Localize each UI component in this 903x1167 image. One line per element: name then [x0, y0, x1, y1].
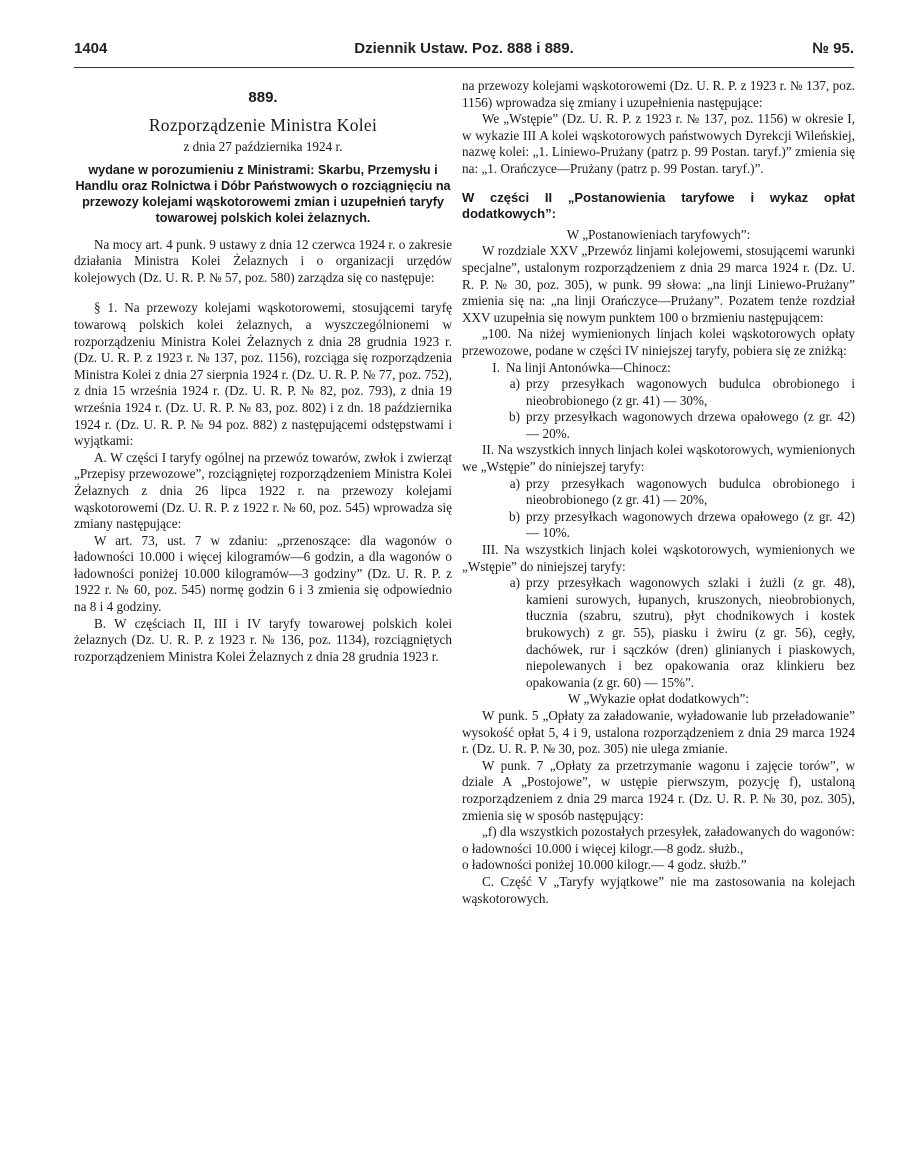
right-column: [462, 78, 855, 907]
list-item: [462, 509, 855, 542]
list-label: b): [509, 508, 520, 524]
position-f-line-2: o ładowności poniżej 10.000 kilogr.— 4 godz. służb.”: [462, 857, 747, 873]
list-label: a): [509, 475, 520, 491]
point-iii-paragraph: III. Na wszystkich linjach kolei wąskotorowych, wymienionych we „Wstępie” do niniejszej taryfy:: [462, 542, 855, 574]
list-text: Na linji Antonówka—Chinocz:: [506, 359, 671, 375]
act-number: 889.: [248, 89, 278, 106]
list-item: [462, 476, 855, 509]
part-2-heading: W części II „Postanowienia taryfowe i wykaz opłat dodatkowych”:: [462, 189, 855, 222]
list-text: przy przesyłkach wagonowych budulca obrobionego i nieobrobionego (z gr. 41) — 30%,: [526, 376, 855, 408]
page-number: 1404: [74, 40, 108, 57]
art-73-paragraph: W art. 73, ust. 7 w zdaniu: „przenoszące: dla wagonów o ładowności 10.000 i więcej kilogramów—6 godzin, a dla wagonów o ładowności poniżej 10.000 kilogramów—3 godziny” (Dz. U. R. P. z 1922 r. № 60, poz. 545) normę godzin 6 i 3 zmienia się odpowiednio na 8 i 4 godziny.: [74, 532, 452, 615]
act-title: Rozporządzenie Ministra Kolei: [148, 114, 378, 135]
list-label: I.: [492, 359, 500, 375]
list-item: [462, 376, 855, 409]
left-column: [74, 78, 452, 665]
list-text: przy przesyłkach wagonowych drzewa opałowego (z gr. 42) — 10%.: [526, 508, 855, 541]
list-text: przy przesyłkach wagonowych drzewa opałowego (z gr. 42) — 20%.: [526, 409, 855, 441]
journal-title: Dziennik Ustaw. Poz. 888 i 889.: [354, 40, 574, 57]
point-ii-paragraph: II. Na wszystkich innych linjach kolei wąskotorowych, wymienionych we „Wstępie” do niniejszej taryfy:: [462, 442, 855, 475]
position-f-paragraph: „f) dla wszystkich pozostałych przesyłek, załadowanych do wagonów:: [482, 824, 855, 840]
preamble-paragraph: Na mocy art. 4 punk. 9 ustawy z dnia 12 czerwca 1924 r. o zakresie działania Ministra Kolei Żelaznych i o organizacji urzędów kolejowych (Dz. U. R. P. № 57, poz. 580) zarządza się co następuje:: [74, 236, 452, 285]
punk-5-paragraph: W punk. 5 „Opłaty za załadowanie, wyładowanie lub przeładowanie” wysokość opłat 5, 4 i 9, ustalona rozporządzeniem z dnia 29 marca 1924 r. (Dz. U. R. P. № 30, poz. 305) nie ulega zmianie.: [462, 707, 855, 757]
point-c-paragraph: C. Część V „Taryfy wyjątkowe” nie ma zastosowania na kolejach wąskotorowych.: [462, 873, 855, 906]
list-text: przy przesyłkach wagonowych szlaki i żużli (z gr. 48), kamieni surowych, łupanych, kruszonych, nieobrobionych, tłucznia (szabru, szutru), płyt chodnikowych i kostek brukowych) z gr. 55), piasku i żwiru (z gr. 56), cegły, dachówek, rur i sączków (dren) glinianych i piaskowych, niepolewanych i bez opakowania oraz klinkieru bez opakowania (z gr. 60) — 15%”.: [526, 575, 855, 690]
list-text: przy przesyłkach wagonowych budulca obrobionego i nieobrobionego (z gr. 41) — 20%,: [526, 475, 855, 508]
list-item: [462, 575, 855, 691]
act-date: z dnia 27 października 1924 r.: [183, 139, 343, 155]
position-f-line-1: o ładowności 10.000 i więcej kilogr.—8 godz. służb.,: [462, 840, 744, 856]
point-100-paragraph: „100. Na niżej wymienionych linjach kolei wąskotorowych opłaty przewozowe, podane w części IV niniejszej taryfy, pobiera się ze zniżką:: [462, 326, 855, 358]
issue-number: № 95.: [812, 40, 854, 57]
list-item: [462, 360, 855, 377]
continuation-paragraph: na przewozy kolejami wąskotorowemi (Dz. U. R. P. z 1923 r. № 137, poz. 1156) wprowadza się zmiany i uzupełnienia następujące:: [462, 78, 855, 110]
point-a-paragraph: A. W części I taryfy ogólnej na przewóz towarów, zwłok i zwierząt „Przepisy przewozowe”, rozciągniętej rozporządzeniem Ministra Kolei Żelaznych z dnia 26 lipca 1922 r. na przewozy kolejami wąskotorowemi (Dz. U. R. P. z 1922 r. № 60, poz. 545) wprowadza się zmiany następujące:: [74, 449, 452, 532]
list-label: a): [509, 575, 520, 591]
running-header: [74, 40, 854, 64]
point-b-paragraph: B. W częściach II, III i IV taryfy towarowej polskich kolei żelaznych (Dz. U. R. P. z 1923 r. № 136, poz. 1134), rozciągniętych rozporządzeniem Ministra Kolei Żelaznych z dnia 28 grudnia 1923 r.: [74, 615, 452, 664]
postanowienia-heading: W „Postanowieniach taryfowych”:: [566, 226, 751, 242]
list-label: b): [509, 409, 520, 425]
section-1-paragraph: § 1. Na przewozy kolejami wąskotorowemi, stosującemi taryfę towarową polskich kolei żelaznych, a wyszczególnionemi w rozporządzeniu Ministra Kolei Żelaznych z dnia 28 grudnia 1923 r. (Dz. U. R. P. z 1923 r. № 137, poz. 1156), rozciąga się rozporządzenia Ministra Kolei z dnia 27 sierpnia 1924 r. (Dz. U. R. P. № 77, poz. 752), z dnia 15 września 1924 r. (Dz. U. R. P. № 82, poz. 793), z dnia 19 września 1924 r. (Dz. U. R. P. № 83, poz. 802) i z dn. 18 października 1924 r. (Dz. U. R. P. № 94 poz. 882) z następującemi odstępstwami i wyjątkami:: [74, 300, 452, 449]
punk-7-paragraph: W punk. 7 „Opłaty za przetrzymanie wagonu i zajęcie torów”, w dziale A „Postojowe”, w ustępie pierwszym, pozycję f), ustaloną rozporządzeniem z dnia 29 marca 1924 r. (Dz. U. R. P. № 30, poz. 305), zmienia się w sposób następujący:: [462, 757, 855, 823]
rozdzial-xxv-paragraph: W rozdziale XXV „Przewóz linjami kolejowemi, stosującemi warunki specjalne”, ustalonym rozporządzeniem z dnia 29 marca 1924 r. (Dz. U. R. P. № 30, poz. 305), w punk. 99 słowa: „na linji Liniewo-Prużany” zmienia się na: „na linji Orańczyce—Prużany”. Pozatem tenże rozdział XXV uzupełnia się nowym punktem 100 o brzmieniu następującem:: [462, 243, 855, 325]
wykaz-heading: W „Wykazie opłat dodatkowych”:: [568, 691, 749, 707]
list-label: a): [509, 376, 520, 392]
header-rule: [74, 67, 854, 68]
act-subtitle: wydane w porozumieniu z Ministrami: Skarbu, Przemysłu i Handlu oraz Rolnictwa i Dóbr Państwowych o rozciągnięciu na przewozy kolejami wąskotorowemi zmian i uzupełnień taryfy towarowej polskich kolei żelaznych.: [75, 162, 451, 226]
list-item: [462, 409, 855, 442]
wstepie-paragraph: We „Wstępie” (Dz. U. R. P. z 1923 r. № 137, poz. 1156) w okresie I, w wykazie III A kolei wąskotorowych państwowych Dyrekcji Wileńskiej, nazwę kolei: „1. Liniewo-Prużany (patrz p. 99 Postan. taryf.)” zmienia się na: „1. Orańczyce—Prużany (patrz p. 99 Postan. taryf.)”.: [462, 111, 855, 176]
